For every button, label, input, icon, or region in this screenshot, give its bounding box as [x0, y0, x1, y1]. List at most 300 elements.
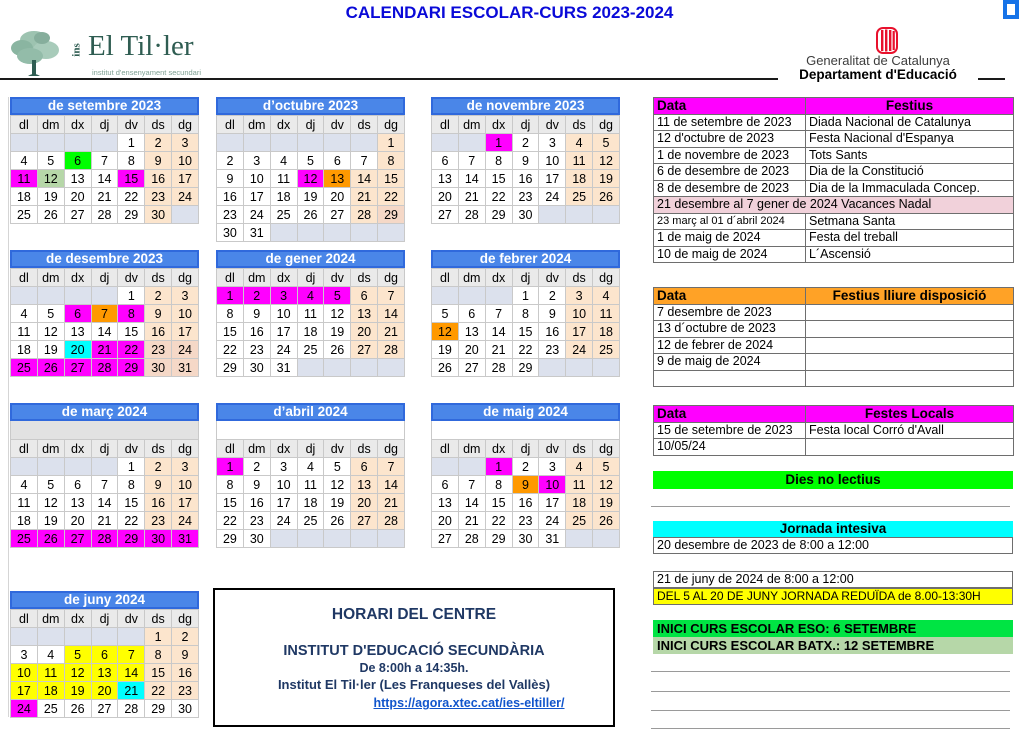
- day-cell: 6: [64, 476, 91, 494]
- day-cell: 17: [539, 494, 566, 512]
- inici-batx-row: INICI CURS ESCOLAR BATX.: 12 SETEMBRE: [653, 637, 1013, 654]
- empty-cell: [593, 206, 620, 224]
- weekday-header: dx: [485, 116, 512, 134]
- weekday-header: dg: [593, 116, 620, 134]
- day-cell: 9: [145, 476, 172, 494]
- day-cell: 8: [485, 476, 512, 494]
- day-cell: 6: [91, 646, 118, 664]
- weekday-header: dg: [378, 440, 405, 458]
- horari-title: HORARI DEL CENTRE: [331, 606, 497, 623]
- day-cell: 13: [64, 323, 91, 341]
- day-cell: 14: [458, 170, 485, 188]
- day-cell: 7: [485, 305, 512, 323]
- day-cell: 27: [432, 530, 459, 548]
- day-cell: 12: [432, 323, 459, 341]
- weekday-header: dx: [270, 269, 297, 287]
- empty-cell: [243, 134, 270, 152]
- empty-cell: [64, 287, 91, 305]
- day-cell: 3: [566, 287, 593, 305]
- day-cell: 4: [566, 458, 593, 476]
- weekday-header: dg: [378, 116, 405, 134]
- empty-cell: [11, 458, 38, 476]
- day-cell: 16: [512, 170, 539, 188]
- day-cell: 24: [11, 700, 38, 718]
- calendar-gener-2024: [216, 250, 405, 377]
- weekday-header: dj: [512, 440, 539, 458]
- empty-cell: [566, 359, 593, 377]
- table-row: [654, 180, 1014, 197]
- empty-cell: [324, 359, 351, 377]
- day-cell: 28: [91, 206, 118, 224]
- day-cell: 2: [145, 134, 172, 152]
- table-row: [654, 439, 1014, 456]
- day-cell: 3: [270, 287, 297, 305]
- day-cell: 3: [243, 152, 270, 170]
- weekday-header: dj: [297, 440, 324, 458]
- empty-cell: [806, 354, 1014, 371]
- date-cell: 13 d´octubre de 2023: [654, 321, 806, 338]
- day-cell: 12: [37, 323, 64, 341]
- day-cell: 31: [172, 359, 199, 377]
- month-title: de març 2024: [10, 403, 199, 421]
- day-cell: 1: [485, 458, 512, 476]
- weekday-header: dm: [37, 440, 64, 458]
- day-cell: 29: [512, 359, 539, 377]
- calendar-febrer-2024: [431, 250, 620, 377]
- day-cell: 8: [512, 305, 539, 323]
- locals-col-title: Festes Locals: [806, 406, 1014, 423]
- day-cell: 1: [118, 134, 145, 152]
- weekday-header: dv: [539, 116, 566, 134]
- empty-cell: [539, 206, 566, 224]
- weekday-header: dv: [118, 610, 145, 628]
- day-cell: 15: [378, 170, 405, 188]
- day-cell: 2: [512, 458, 539, 476]
- weekday-header: dl: [217, 440, 244, 458]
- empty-cell: [458, 134, 485, 152]
- day-cell: 15: [118, 323, 145, 341]
- day-cell: 4: [593, 287, 620, 305]
- weekday-header: dg: [378, 269, 405, 287]
- day-cell: 22: [118, 188, 145, 206]
- day-cell: 22: [378, 188, 405, 206]
- table-row: [654, 164, 1014, 181]
- weekday-header: dj: [512, 116, 539, 134]
- day-cell: 15: [485, 170, 512, 188]
- lliure-disposicio-table: [653, 287, 1014, 387]
- day-cell: 5: [37, 152, 64, 170]
- day-cell: 30: [243, 359, 270, 377]
- day-cell: 3: [172, 134, 199, 152]
- day-cell: 27: [458, 359, 485, 377]
- empty-cell: [172, 206, 199, 224]
- weekday-header: ds: [145, 269, 172, 287]
- day-cell: 20: [351, 323, 378, 341]
- weekday-header: ds: [145, 440, 172, 458]
- day-cell: 7: [91, 476, 118, 494]
- table-row: [654, 114, 1014, 131]
- day-cell: 22: [145, 682, 172, 700]
- weekday-header: dx: [64, 440, 91, 458]
- day-cell: 14: [351, 170, 378, 188]
- empty-cell: [270, 134, 297, 152]
- empty-cell: [297, 530, 324, 548]
- jornada-intensiva-banner: Jornada intesiva: [653, 521, 1013, 537]
- day-cell: 25: [11, 530, 38, 548]
- table-row: [654, 213, 1014, 230]
- festiu-name-cell: Dia de la Immaculada Concep.: [806, 180, 1014, 197]
- day-cell: 6: [432, 476, 459, 494]
- day-cell: 7: [458, 152, 485, 170]
- day-cell: 11: [11, 494, 38, 512]
- school-website-link[interactable]: https://agora.xtec.cat/ies-eltiller/: [373, 696, 565, 710]
- locals-col-data: Data: [654, 406, 806, 423]
- weekday-header: dg: [172, 610, 199, 628]
- day-cell: 18: [566, 494, 593, 512]
- day-cell: 29: [118, 206, 145, 224]
- day-cell: 20: [351, 494, 378, 512]
- table-row: [654, 370, 1014, 387]
- generalitat-shield-icon: [876, 27, 898, 59]
- empty-cell: [432, 458, 459, 476]
- day-cell: 28: [118, 700, 145, 718]
- day-cell: 18: [566, 170, 593, 188]
- day-cell: 27: [64, 206, 91, 224]
- day-cell: 15: [512, 323, 539, 341]
- month-title: de maig 2024: [431, 403, 620, 421]
- day-cell: 24: [270, 512, 297, 530]
- day-cell: 27: [324, 206, 351, 224]
- day-cell: 8: [217, 476, 244, 494]
- generalitat-line2: Departament d'Educació: [799, 66, 957, 82]
- jornada-row-desembre: 20 desembre de 2023 de 8:00 a 12:00: [653, 537, 1013, 554]
- weekday-header: dg: [593, 269, 620, 287]
- jornada-row-juny: 21 de juny de 2024 de 8:00 a 12:00: [653, 571, 1013, 588]
- weekday-header: ds: [351, 116, 378, 134]
- festiu-name-cell: Tots Sants: [806, 147, 1014, 164]
- day-cell: 26: [593, 512, 620, 530]
- day-cell: 26: [37, 206, 64, 224]
- day-cell: 4: [297, 287, 324, 305]
- date-cell: 12 d'octubre de 2023: [654, 131, 806, 148]
- day-cell: 5: [64, 646, 91, 664]
- weekday-header: dv: [324, 440, 351, 458]
- festius-table: [653, 97, 1014, 263]
- day-cell: 8: [145, 646, 172, 664]
- empty-row-rule: [651, 710, 1010, 711]
- day-cell: 2: [217, 152, 244, 170]
- day-cell: 5: [297, 152, 324, 170]
- calendar-setembre-2023: [10, 97, 199, 224]
- horari-link-row: [215, 694, 613, 712]
- day-cell: 25: [270, 206, 297, 224]
- day-cell: 20: [432, 512, 459, 530]
- weekday-header: dl: [217, 116, 244, 134]
- empty-cell: [806, 370, 1014, 387]
- day-cell: 16: [539, 323, 566, 341]
- day-cell: 29: [217, 530, 244, 548]
- empty-cell: [378, 224, 405, 242]
- empty-cell: [270, 224, 297, 242]
- day-cell: 30: [145, 530, 172, 548]
- inici-eso-row: INICI CURS ESCOLAR ESO: 6 SETEMBRE: [653, 620, 1013, 637]
- day-cell: 21: [458, 188, 485, 206]
- empty-cell: [378, 530, 405, 548]
- lliure-col-title: Festius lliure disposició: [806, 288, 1014, 305]
- empty-cell: [37, 287, 64, 305]
- day-cell: 5: [324, 287, 351, 305]
- table-row: [654, 147, 1014, 164]
- day-cell: 28: [458, 206, 485, 224]
- day-cell: 28: [485, 359, 512, 377]
- day-cell: 3: [172, 458, 199, 476]
- day-cell: 16: [243, 323, 270, 341]
- festiu-name-cell: Setmana Santa: [806, 213, 1014, 230]
- day-cell: 13: [458, 323, 485, 341]
- weekday-header: dm: [458, 440, 485, 458]
- day-cell: 31: [172, 530, 199, 548]
- day-cell: 18: [270, 188, 297, 206]
- weekday-header: dv: [324, 116, 351, 134]
- day-cell: 31: [270, 359, 297, 377]
- weekday-header: dl: [432, 269, 459, 287]
- day-cell: 25: [297, 512, 324, 530]
- day-cell: 24: [539, 188, 566, 206]
- empty-cell: [11, 628, 38, 646]
- empty-cell: [91, 134, 118, 152]
- weekday-header: dv: [118, 269, 145, 287]
- weekday-header: dj: [512, 269, 539, 287]
- month-title: d’octubre 2023: [216, 97, 405, 115]
- weekday-header: dx: [485, 269, 512, 287]
- date-cell: 10/05/24: [654, 439, 806, 456]
- weekday-header: ds: [351, 269, 378, 287]
- vacances-nadal-cell: 21 desembre al 7 gener de 2024 Vacances Nadal: [654, 197, 1014, 214]
- day-cell: 7: [91, 152, 118, 170]
- day-cell: 14: [378, 476, 405, 494]
- day-cell: 30: [145, 206, 172, 224]
- weekday-header: dx: [64, 269, 91, 287]
- day-cell: 24: [172, 341, 199, 359]
- day-cell: 20: [324, 188, 351, 206]
- date-cell: 1 de novembre de 2023: [654, 147, 806, 164]
- day-cell: 1: [378, 134, 405, 152]
- day-cell: 19: [64, 682, 91, 700]
- day-cell: 1: [217, 287, 244, 305]
- day-cell: 19: [324, 494, 351, 512]
- weekday-header: dl: [11, 610, 38, 628]
- day-cell: 23: [145, 512, 172, 530]
- day-cell: 28: [378, 341, 405, 359]
- day-cell: 1: [485, 134, 512, 152]
- day-cell: 25: [566, 188, 593, 206]
- calendar-desembre-2023: [10, 250, 199, 377]
- day-cell: 6: [432, 152, 459, 170]
- day-cell: 4: [297, 458, 324, 476]
- day-cell: 11: [566, 476, 593, 494]
- empty-cell: [539, 359, 566, 377]
- empty-cell: [297, 359, 324, 377]
- day-cell: 25: [297, 341, 324, 359]
- weekday-header: ds: [145, 610, 172, 628]
- day-cell: 24: [243, 206, 270, 224]
- day-cell: 15: [118, 494, 145, 512]
- logo-subtitle: institut d'ensenyament secundari: [92, 68, 201, 77]
- day-cell: 17: [270, 323, 297, 341]
- day-cell: 14: [118, 664, 145, 682]
- day-cell: 3: [539, 134, 566, 152]
- weekday-header: dm: [243, 269, 270, 287]
- table-row: [654, 197, 1014, 214]
- month-title: de febrer 2024: [431, 250, 620, 268]
- day-cell: 27: [351, 512, 378, 530]
- day-cell: 16: [217, 188, 244, 206]
- day-cell: 9: [243, 305, 270, 323]
- day-cell: 21: [458, 512, 485, 530]
- day-cell: 22: [118, 512, 145, 530]
- day-cell: 11: [297, 476, 324, 494]
- day-cell: 18: [11, 512, 38, 530]
- day-cell: 17: [172, 323, 199, 341]
- day-cell: 20: [458, 341, 485, 359]
- day-cell: 1: [512, 287, 539, 305]
- weekday-header: dv: [118, 116, 145, 134]
- day-cell: 29: [145, 700, 172, 718]
- day-cell: 10: [172, 476, 199, 494]
- day-cell: 1: [118, 287, 145, 305]
- empty-cell: [351, 530, 378, 548]
- empty-cell: [593, 359, 620, 377]
- empty-cell: [37, 628, 64, 646]
- day-cell: 22: [217, 341, 244, 359]
- month-title: de juny 2024: [10, 591, 199, 609]
- day-cell: 23: [145, 341, 172, 359]
- empty-row-rule: [651, 691, 1010, 692]
- day-cell: 25: [11, 359, 38, 377]
- weekday-header: ds: [351, 440, 378, 458]
- day-cell: 2: [243, 458, 270, 476]
- day-cell: 4: [270, 152, 297, 170]
- day-cell: 16: [172, 664, 199, 682]
- weekday-header: dl: [432, 116, 459, 134]
- day-cell: 17: [243, 188, 270, 206]
- festa-name-cell: Festa local Corró d'Avall: [806, 422, 1014, 439]
- day-cell: 5: [432, 305, 459, 323]
- day-cell: 29: [118, 530, 145, 548]
- day-cell: 27: [64, 359, 91, 377]
- lliure-col-data: Data: [654, 288, 806, 305]
- date-cell: 15 de setembre de 2023: [654, 422, 806, 439]
- day-cell: 9: [243, 476, 270, 494]
- weekday-header: dx: [270, 116, 297, 134]
- festiu-name-cell: Festa Nacional d'Espanya: [806, 131, 1014, 148]
- weekday-header: dm: [37, 610, 64, 628]
- day-cell: 13: [351, 305, 378, 323]
- month-spacer-row: [216, 421, 405, 439]
- festiu-name-cell: L´Ascensió: [806, 246, 1014, 263]
- month-title: de gener 2024: [216, 250, 405, 268]
- weekday-header: dj: [297, 116, 324, 134]
- table-row: [654, 337, 1014, 354]
- day-cell: 1: [145, 628, 172, 646]
- table-row: [654, 246, 1014, 263]
- day-cell: 30: [172, 700, 199, 718]
- day-cell: 20: [91, 682, 118, 700]
- empty-cell: [593, 530, 620, 548]
- day-cell: 29: [217, 359, 244, 377]
- dies-no-lectius-banner: Dies no lectius: [653, 471, 1013, 489]
- day-cell: 7: [458, 476, 485, 494]
- weekday-header: dl: [11, 440, 38, 458]
- day-cell: 30: [243, 530, 270, 548]
- day-cell: 7: [91, 305, 118, 323]
- day-cell: 17: [270, 494, 297, 512]
- day-cell: 2: [172, 628, 199, 646]
- day-cell: 17: [566, 323, 593, 341]
- empty-cell: [297, 224, 324, 242]
- weekday-header: dj: [91, 440, 118, 458]
- day-cell: 28: [91, 359, 118, 377]
- calendar-juny-2024: [10, 591, 199, 718]
- day-cell: 11: [11, 170, 38, 188]
- day-cell: 13: [351, 476, 378, 494]
- day-cell: 3: [172, 287, 199, 305]
- weekday-header: dl: [11, 269, 38, 287]
- weekday-header: ds: [566, 440, 593, 458]
- day-cell: 22: [217, 512, 244, 530]
- day-cell: 19: [37, 512, 64, 530]
- day-cell: 15: [145, 664, 172, 682]
- empty-cell: [91, 287, 118, 305]
- empty-cell: [566, 206, 593, 224]
- day-cell: 31: [243, 224, 270, 242]
- day-cell: 23: [243, 341, 270, 359]
- day-cell: 6: [324, 152, 351, 170]
- day-cell: 25: [566, 512, 593, 530]
- empty-cell: [806, 304, 1014, 321]
- empty-cell: [64, 628, 91, 646]
- empty-cell: [297, 134, 324, 152]
- day-cell: 5: [593, 134, 620, 152]
- day-cell: 26: [64, 700, 91, 718]
- day-cell: 24: [172, 188, 199, 206]
- day-cell: 19: [593, 494, 620, 512]
- day-cell: 10: [11, 664, 38, 682]
- date-cell: 8 de desembre de 2023: [654, 180, 806, 197]
- day-cell: 20: [64, 512, 91, 530]
- festius-col-data: Data: [654, 98, 806, 115]
- day-cell: 10: [243, 170, 270, 188]
- empty-cell: [432, 287, 459, 305]
- empty-cell: [458, 458, 485, 476]
- day-cell: 28: [378, 512, 405, 530]
- empty-cell: [458, 287, 485, 305]
- day-cell: 10: [566, 305, 593, 323]
- weekday-header: dv: [118, 440, 145, 458]
- day-cell: 6: [351, 287, 378, 305]
- day-cell: 21: [351, 188, 378, 206]
- date-cell: 7 desembre de 2023: [654, 304, 806, 321]
- day-cell: 6: [351, 458, 378, 476]
- day-cell: 9: [145, 152, 172, 170]
- weekday-header: dm: [37, 269, 64, 287]
- day-cell: 13: [64, 494, 91, 512]
- day-cell: 2: [145, 458, 172, 476]
- day-cell: 25: [11, 206, 38, 224]
- table-row: [654, 354, 1014, 371]
- day-cell: 11: [11, 323, 38, 341]
- day-cell: 12: [324, 476, 351, 494]
